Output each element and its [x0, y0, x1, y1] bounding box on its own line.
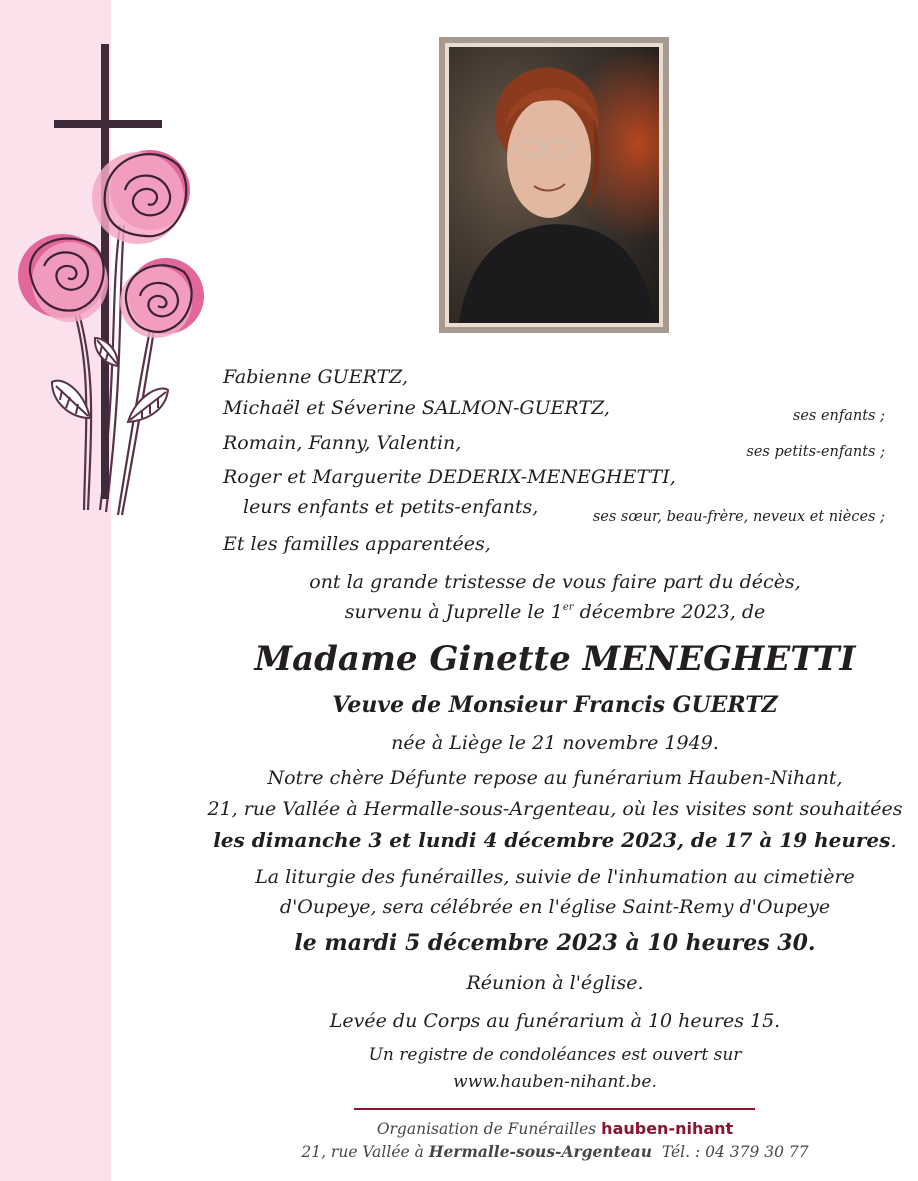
condolences-line: Un registre de condoléances est ouvert sur — [368, 1045, 742, 1065]
deceased-name: Madame Ginette MENEGHETTI — [254, 639, 856, 679]
footer-address: 21, rue Vallée à Hermalle-sous-Argenteau Tél. : 04 379 30 77 — [301, 1142, 809, 1161]
relation-grandchildren: ses petits-enfants ; — [746, 444, 885, 460]
rose-icon — [120, 258, 204, 338]
footer-divider — [354, 1108, 755, 1110]
family-line: Roger et Marguerite DEDERIX-MENEGHETTI, — [223, 466, 676, 488]
widow-of: Veuve de Monsieur Francis GUERTZ — [332, 692, 778, 718]
footer-organisation: Organisation de Funérailles hauben-nihant — [376, 1119, 734, 1138]
announcement-line: survenu à Juprelle le 1er décembre 2023, de — [344, 601, 766, 623]
family-line: Michaël et Séverine SALMON-GUERTZ, — [223, 397, 610, 419]
family-line: Romain, Fanny, Valentin, — [223, 432, 462, 454]
birth-info: née à Liège le 21 novembre 1949. — [391, 732, 719, 754]
brand-logo: hauben-nihant — [601, 1119, 734, 1138]
portrait-image — [449, 47, 659, 323]
family-line: Fabienne GUERTZ, — [223, 366, 409, 388]
cross-and-roses-illustration — [0, 40, 215, 530]
visitation-line: Notre chère Défunte repose au funérarium Hauben-Nihant, — [267, 767, 843, 789]
levee-info: Levée du Corps au funérarium à 10 heures 15. — [329, 1010, 781, 1032]
funeral-date: le mardi 5 décembre 2023 à 10 heures 30. — [294, 930, 816, 956]
portrait-photo — [439, 37, 669, 333]
funeral-line: d'Oupeye, sera célébrée en l'église Saint-Remy d'Oupeye — [279, 896, 831, 918]
family-line: Et les familles apparentées, — [223, 533, 491, 555]
relation-children: ses enfants ; — [792, 408, 885, 424]
visitation-line: 21, rue Vallée à Hermalle-sous-Argenteau, où les visites sont souhaitées — [207, 798, 903, 820]
visitation-dates: les dimanche 3 et lundi 4 décembre 2023, de 17 à 19 heures. — [213, 828, 897, 852]
rose-icon — [18, 234, 108, 322]
family-line: leurs enfants et petits-enfants, — [243, 496, 539, 518]
meeting-info: Réunion à l'église. — [466, 972, 644, 994]
relation-siblings: ses sœur, beau-frère, neveux et nièces ; — [592, 509, 885, 525]
announcement-line: ont la grande tristesse de vous faire part du décès, — [309, 571, 801, 593]
funeral-line: La liturgie des funérailles, suivie de l'inhumation au cimetière — [255, 866, 855, 888]
condolences-url[interactable]: www.hauben-nihant.be. — [453, 1072, 657, 1092]
